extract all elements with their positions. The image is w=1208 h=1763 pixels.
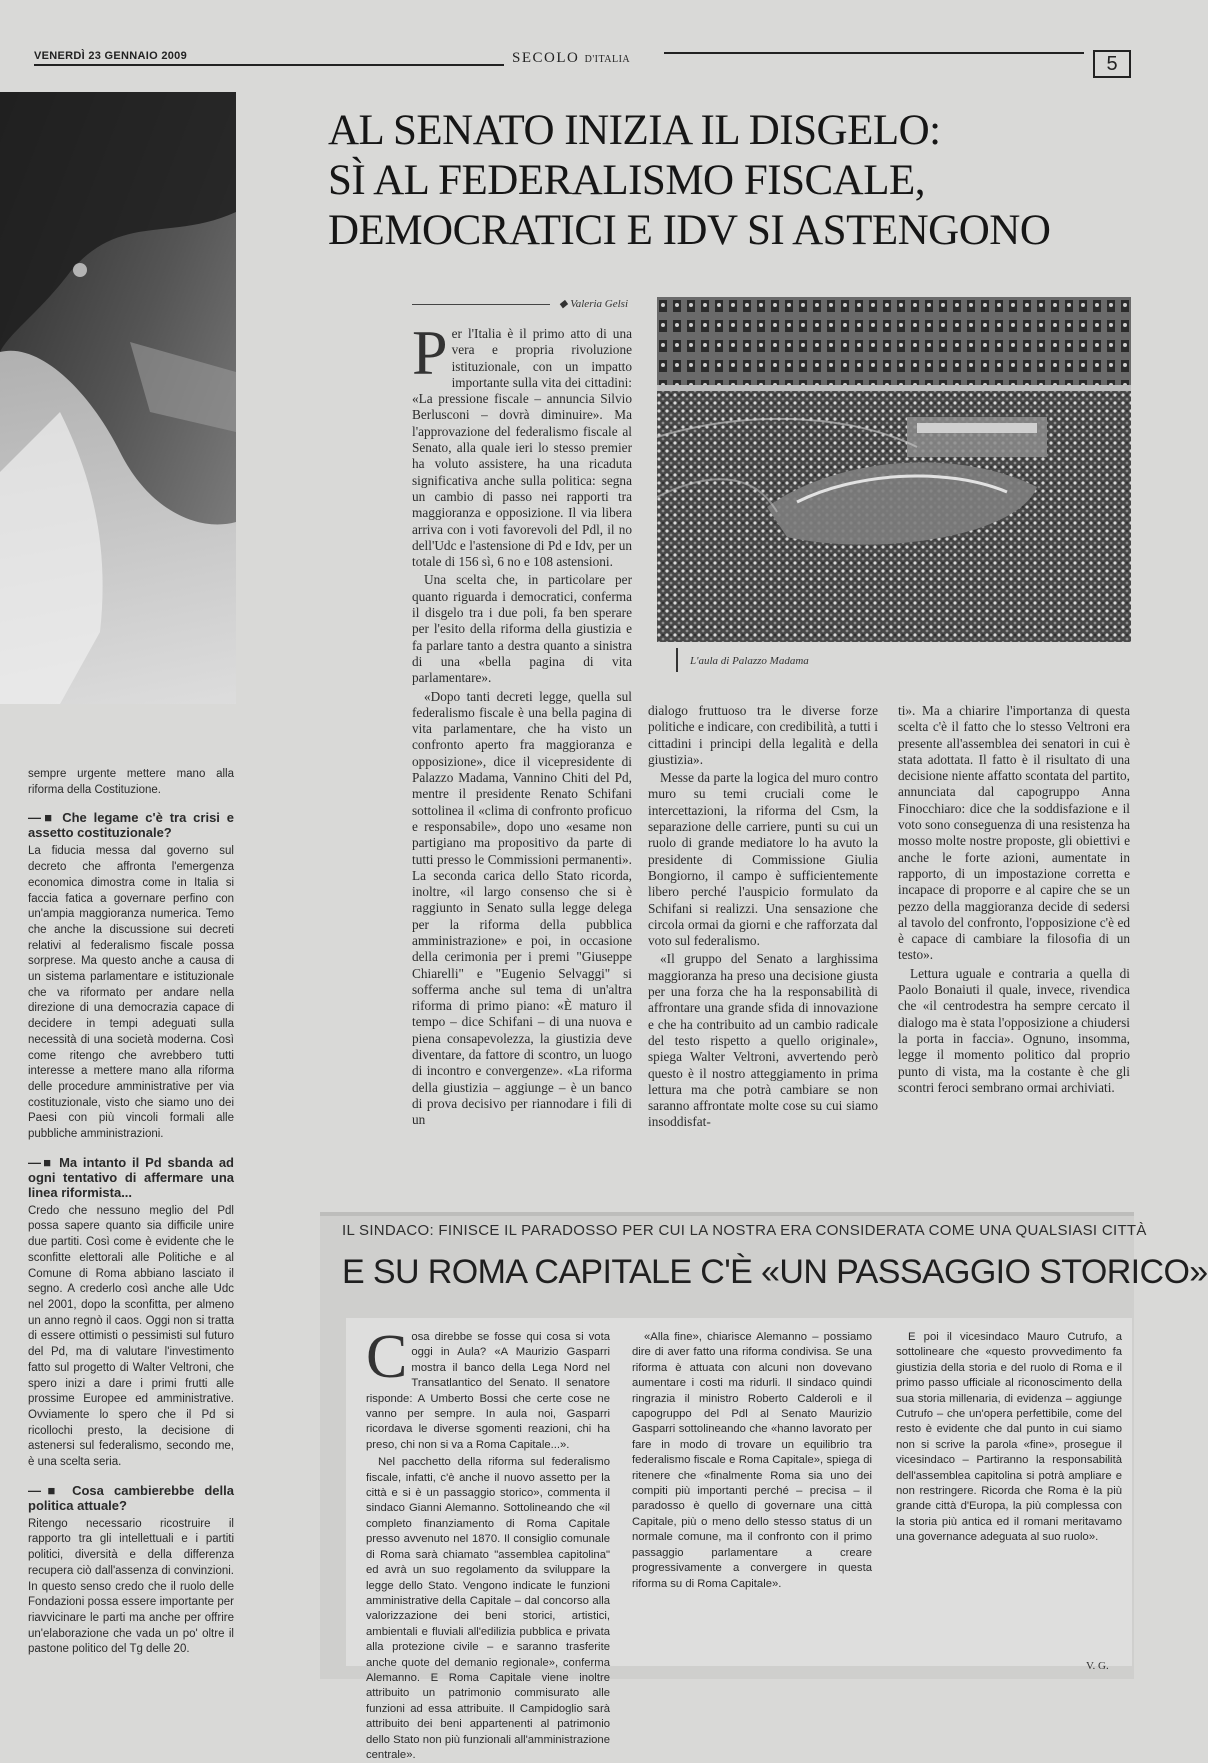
newspaper-title: SECOLO bbox=[512, 50, 580, 66]
sidebar-dropcap: C bbox=[366, 1323, 408, 1391]
sidebar-column-1 bbox=[366, 1323, 610, 1761]
interview-question-2: —■ Ma intanto il Pd sbanda ad ogni tentativo di affermare una linea riformista... bbox=[28, 1154, 234, 1200]
article-paragraph-8: Lettura uguale e contraria a quella di Paolo Bonaiuti il quale, invece, rivendica che «il centrodestra ha sempre cercato il dialogo ma è stata l'opposizione a chiudersi la porta in faccia». Ognuno, insomma, legge il momento politico dal proprio punto di vista, ma la costante è che gli scontri feroci sembrano ormai archiviati. bbox=[898, 965, 1130, 1095]
question-1-text: Che legame c'è tra crisi e assetto costituzionale? bbox=[28, 810, 234, 841]
interview-question-3: —■ Cosa cambierebbe della politica attuale? bbox=[28, 1482, 234, 1513]
photo-caption: L'aula di Palazzo Madama bbox=[690, 655, 809, 667]
sidebar-paragraph-1: osa direbbe se fosse qui cosa si vota oggi in Aula? «A Maurizio Gasparri mostra il banco della Lega Nord nel Transatlantico del Senato. Il senatore risponde: A Umberto Bossi che certe cose ne vanno per sempre. In aula noi, Gasparri ricordava le diverse sgomenti reazioni, chi ha preso, chi non si va a Roma Capitale...». bbox=[366, 1331, 610, 1451]
question-3-text: Cosa cambierebbe della politica attuale? bbox=[28, 1482, 234, 1513]
question-2-text: Ma intanto il Pd sbanda ad ogni tentativo di affermare una linea riformista... bbox=[28, 1154, 234, 1200]
issue-date: VENERDÌ 23 GENNAIO 2009 bbox=[34, 50, 188, 62]
sidebar-lead bbox=[366, 1323, 610, 1453]
interview-photo bbox=[0, 92, 236, 704]
interview-answer-2: Credo che nessuno meglio del Pdl possa sapere quanto sia difficile unire due partiti. Così come è evidente che le sconfitte elettorali alle Politiche e al Comune di Roma abbiano lasciato il segno. A crederlo così anche alle Udc nel 2001, dopo la sconfitta, per almeno un anno regnò il caos. Oggi non si tratta di essere ottimisti o pessimisti sul futuro del Pd, ma di valutare l'investimento fatto sul progetto di Walter Veltroni, che spero inizi a dare i primi frutti alle prossime Europee ed amministrative. Ovviamente lo spero che il Pd si ricollochi presto, la decisione di astenersi sul federalismo, secondo me, è una scelta seria. bbox=[28, 1204, 234, 1469]
header-rule-left bbox=[34, 64, 504, 66]
byline: ◆ Valeria Gelsi bbox=[559, 298, 628, 310]
article-paragraph-4: dialogo fruttuoso tra le diverse forze politiche e indicare, con credibilità, a tutti i cittadini i principi della legalità e della giustizia». bbox=[648, 703, 878, 767]
sidebar-paragraph-3: «Alla fine», chiarisce Alemanno – possiamo dire di aver fatto una riforma condivisa. Se una riforma è attuata con alcuni non dovevano aumentare i costi ma ridurli. Il sindaco quindi ringrazia il ministro Roberto Calderoli e il capogruppo del Pdl al Senato Maurizio Gasparri sottolineando che «hanno lavorato per fare in modo di trovare un equilibrio tra federalismo fiscale e Roma Capitale», spiega di ritenere che «finalmente Roma sia uno dei compiti più importanti perché – precisa – il paradosso è quello di governare una città Capitale, più o meno dello stesso status di un normale comune, ma il confronto con il primo passaggio parlamentare a creare progressivamente a convergere in questa riforma su di Roma Capitale». bbox=[632, 1331, 872, 1590]
senate-chamber-drawing bbox=[657, 297, 1131, 642]
sidebar-paragraph-4: E poi il vicesindaco Mauro Cutrufo, a sottolineare che «questo provvedimento fa giustizia della storia e del ruolo di Roma e il primo passo ufficiale al riconoscimento della sua storia millenaria, di evidenza – aggiunge Cutrufo – che un'opera perfettibile, come del resto è evidente che dal punto in cui siamo non si scrive la parola «fine», prosegue il vicesindaco – Partiranno la responsabilità dell'assemblea capitolina si potrà ampliare e non restringere. Ricorda che Roma è la più grande città d'Europa, la più complessa con la storia più antica ed il romani meritavamo una governance adeguata al suo ruolo». bbox=[896, 1331, 1122, 1544]
article-paragraph-2: Una scelta che, in particolare per quanto riguarda i democratici, conferma il disgelo tra i due poli, fa ben sperare per l'esito della riforma della giustizia e fa parlare tanto a destra quanto a sinistra di una «bella pagina di vita parlamentare». bbox=[412, 572, 632, 686]
interview-question-1: —■ Che legame c'è tra crisi e assetto costituzionale? bbox=[28, 810, 234, 841]
interview-answer-1: La fiducia messa dal governo sul decreto che affronta l'emergenza economica dimostra come in Italia si faccia fatica a governare perfino con un'ampia maggioranza numerica. Temo che anche la discussione sui decreti relativi al federalismo fiscale possa sorprese. Ma questo anche a causa di un sistema parlamentare e istituzionale che va riformato per andare nella direzione di una democrazia capace di decidere in tempi adeguati sulla necessità di una società moderna. Così come ritengo che avrebbero tutti interesse a mettere mano alla riforma delle procedure amministrative per via costituzionale, visto che siamo uno dei Paesi con più vincoli formali alle pubbliche amministrazioni. bbox=[28, 845, 234, 1141]
sidebar-paragraph-2: Nel pacchetto della riforma sul federalismo fiscale, infatti, c'è anche il nuovo assetto per la città e si è un passaggio storico», commenta il sindaco Gianni Alemanno. Sottolineando che «il completo finanziamento di Roma Capitale presso avvenuto nel 1870. Il consiglio comunale di Roma sarà chiamato "assemblea capitolina" ed avrà un suo regolamento da sviluppare la legge dello Stato. Vengono indicate le funzioni amministrative della Capitale – dal concorso alla valorizzazione dei beni storici, artistici, ambientali e fluviali all'edilizia pubblica e privata alla protezione civile – e saranno trasferite anche quote del demanio regionale», conferma Alemanno. E Roma Capitale viene inoltre attribuito un patrimonio commisurato alle funzioni ad essa attribuite. Il Campidoglio sarà attribuito dei beni appartenenti al patrimonio dello Stato non più funzionali all'amministrazione centrale». bbox=[366, 1456, 610, 1761]
newspaper-suffix: D'ITALIA bbox=[584, 54, 631, 65]
interview-answer-3: Ritengo necessario ricostruire il rapporto tra gli intellettuali e i partiti politici, diversità e della differenza recupera ciò dall'assenza di convinzioni. In questo senso credo che il ruolo delle Fondazioni possa essere importante per riavvicinare le parti ma anche per offrire un'elaborazione che vada un po' oltre il pastone politico del Tg delle 20. bbox=[28, 1517, 234, 1656]
senate-chamber-photo bbox=[657, 297, 1131, 642]
article-paragraph-7: ti». Ma a chiarire l'importanza di questa scelta c'è il fatto che lo stesso Veltroni era presente all'assemblea dei senatori in cui è stata adottata. Il fatto è il risultato di una decisione niente affatto scontata del partito, annunciata dal capogruppo Anna Finocchiaro: dice che la soddisfazione e il voto sono conseguenza di una resistenza ha mosso molte nostre proposte, gli obiettivi e anche le forte azioni, aumentate in rapporto, di un impostazione corretta e incapace di proporre e al capire che se un pezzo della maggioranza decide di sedersi al tavolo del confronto, l'opposizione c'è ed è capace di cambiare la filosofia di un testo». bbox=[898, 703, 1130, 963]
article-paragraph-1: er l'Italia è il primo atto di una vera e propria rivoluzione istituzionale, con un impatto importante sulla vita dei cittadini: «La pressione fiscale – annuncia Silvio Berlusconi – dovrà diminuire». Ma l'approvazione del federalismo fiscale al Senato, alla quale ieri lo stesso premier ha voluto assistere, ha una ricaduta significativa anche sulla politica: segna un cambio di passo nei rapporti tra maggioranza e opposizione. Il via libera arriva con i voti favorevoli del Pdl, il no dell'Udc e l'astensione di Pd e Idv, per un totale di 156 sì, 6 no e 108 astensioni. bbox=[412, 326, 632, 570]
page-number: 5 bbox=[1093, 50, 1131, 78]
sidebar-title: E SU ROMA CAPITALE C'È «UN PASSAGGIO STORICO» bbox=[342, 1253, 1208, 1291]
article-column-1 bbox=[412, 317, 632, 1136]
header-rule-right bbox=[664, 52, 1084, 54]
interview-column bbox=[28, 767, 234, 1707]
article-column-2 bbox=[648, 703, 878, 1137]
article-paragraph-5: Messe da parte la logica del muro contro muro su temi cruciali come le intercettazioni, la riforma del Csm, la separazione delle carriere, punti su cui un ruolo di grande mediatore lo ha avuto la presidente di Commissione Giulia Bongiorno, il campo è sufficientemente libero perché l'auspicio formulato da Schifani si realizzi. Una sensazione che circola ormai da giorni e che rafforzata dal voto sul federalismo. bbox=[648, 770, 878, 949]
newspaper-name bbox=[512, 50, 630, 67]
caption-bar bbox=[676, 648, 678, 672]
sidebar-signature: V. G. bbox=[1086, 1660, 1109, 1672]
author-name: Valeria Gelsi bbox=[570, 298, 628, 310]
headline-line-2: SÌ AL FEDERALISMO FISCALE, bbox=[328, 157, 926, 204]
headline-line-3: DEMOCRATICI E IDV SI ASTENGONO bbox=[328, 207, 1051, 254]
main-headline bbox=[328, 106, 1148, 256]
interview-photo-drawing bbox=[0, 92, 236, 704]
sidebar-column-2 bbox=[632, 1330, 872, 1660]
article-paragraph-3: «Dopo tanti decreti legge, quella sul federalismo fiscale è una bella pagina di vita parlamentare, che ha visto un confronto aperto fra maggioranza e opposizione», dice il vicepresidente di Palazzo Madama, Vannino Chiti del Pd, mentre il presidente Renato Schifani sottolinea il «clima di confronto proficuo e responsabile», dopo uno «esame non partigiano ma propositivo da parte di tutti presso le Commissioni permanenti». La seconda carica dello Stato ricorda, inoltre, «il largo consenso che si è raggiunto in Senato sulla legge delega per la riforma della pubblica amministrazione» e poi, in occasione della cerimonia per i premi "Giuseppe Chiarelli" e "Eugenio Selvaggi" si sofferma anche sul tema di un'altra riforma di primo piano: «È maturo il tempo – dice Schifani – di una nuova e piena consapevolezza, la giustizia deve diventare, da fattore di scontro, un luogo di incontro e convergenze». «La riforma della giustizia – aggiunge – è un banco di prova decisivo per riannodare i fili di un bbox=[412, 688, 632, 1128]
sidebar-column-3 bbox=[896, 1330, 1122, 1660]
article-column-3 bbox=[898, 703, 1130, 1137]
headline-line-1: AL SENATO INIZIA IL DISGELO: bbox=[328, 107, 941, 154]
article-dropcap: P bbox=[412, 317, 448, 388]
interview-intro: sempre urgente mettere mano alla riforma della Costituzione. bbox=[28, 768, 234, 796]
sidebar-kicker: IL SINDACO: FINISCE IL PARADOSSO PER CUI LA NOSTRA ERA CONSIDERATA COME UNA QUALSIASI CITTÀ bbox=[342, 1222, 1147, 1239]
article-paragraph-6: «Il gruppo del Senato a larghissima maggioranza ha preso una decisione giusta per una forza che ha la responsabilità di affrontare una grande sfida di innovazione e che ha contribuito ad un cambio radicale del testo rispetto a quello originale», spiega Walter Veltroni, avvertendo però questo è il nostro atteggiamento in prima lettura ma che potrà cambiare se non saranno affrontate molte cose su cui siamo insoddisfat- bbox=[648, 951, 878, 1130]
article-lead bbox=[412, 317, 632, 570]
